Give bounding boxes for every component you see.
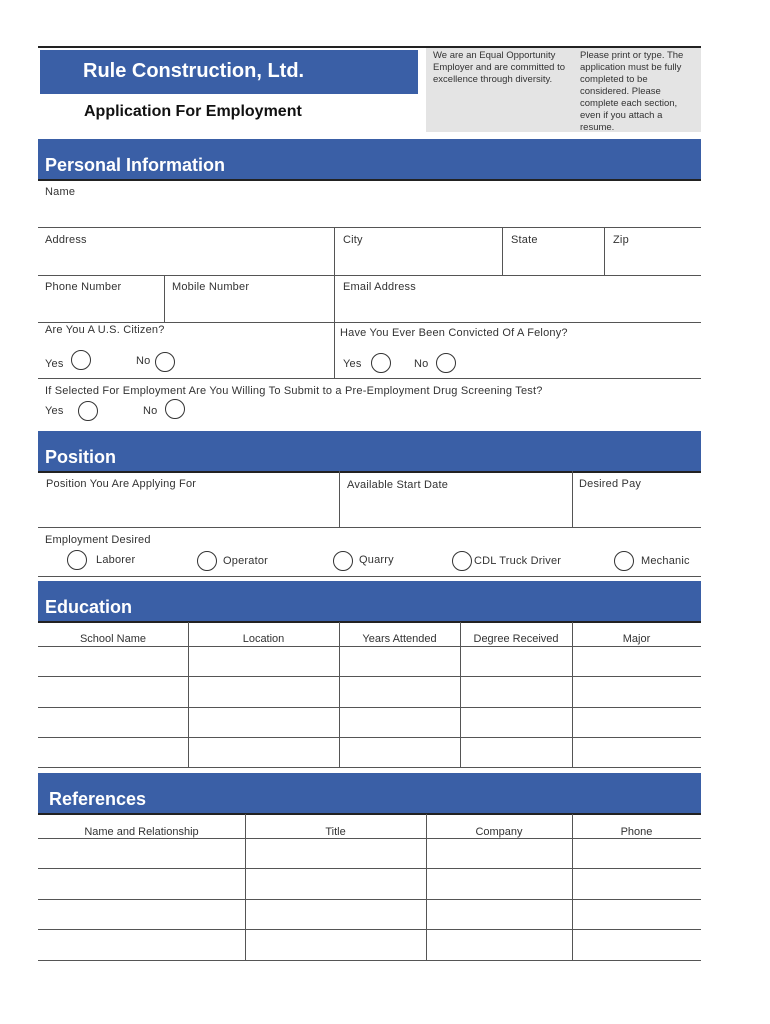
drug-test-question: If Selected For Employment Are You Willing To Submit to a Pre-Employment Drug Screening Test? bbox=[45, 385, 543, 397]
zip-label: Zip bbox=[613, 234, 629, 246]
rule bbox=[38, 322, 701, 323]
education-row[interactable] bbox=[38, 708, 701, 736]
drug-no-radio[interactable] bbox=[165, 399, 185, 419]
reference-row[interactable] bbox=[38, 900, 701, 928]
rule bbox=[38, 179, 701, 181]
city-field[interactable] bbox=[336, 248, 502, 274]
cdl-truck-driver-radio[interactable] bbox=[452, 551, 472, 571]
personal-section-header bbox=[38, 139, 701, 179]
drug-no-label: No bbox=[143, 405, 158, 417]
citizen-yes-label: Yes bbox=[45, 358, 64, 370]
laborer-label: Laborer bbox=[96, 554, 136, 566]
felony-question: Have You Ever Been Convicted Of A Felony? bbox=[340, 327, 568, 339]
position-section-title: Position bbox=[45, 447, 116, 467]
education-row[interactable] bbox=[38, 738, 701, 766]
citizen-question: Are You A U.S. Citizen? bbox=[45, 324, 165, 336]
form-title: Application For Employment bbox=[84, 103, 302, 120]
desired-pay-field[interactable] bbox=[574, 494, 701, 526]
rule bbox=[38, 378, 701, 379]
rule bbox=[38, 227, 701, 228]
education-section-title: Education bbox=[45, 597, 133, 617]
education-row[interactable] bbox=[38, 677, 701, 706]
drug-yes-label: Yes bbox=[45, 405, 64, 417]
divider bbox=[604, 227, 605, 275]
rule bbox=[38, 960, 701, 961]
zip-field[interactable] bbox=[606, 248, 701, 274]
citizen-yes-radio[interactable] bbox=[71, 350, 91, 370]
rule bbox=[38, 471, 701, 473]
rule bbox=[38, 576, 701, 577]
references-col-company: Company bbox=[475, 826, 523, 838]
rule bbox=[38, 527, 701, 528]
instructions-notice: Please print or type. The application must be fully completed to be considered. Please complete each section, even if you attach a resume. bbox=[580, 50, 684, 133]
address-label: Address bbox=[45, 234, 87, 246]
mechanic-label: Mechanic bbox=[641, 555, 690, 567]
citizen-no-radio[interactable] bbox=[155, 352, 175, 372]
operator-radio[interactable] bbox=[197, 551, 217, 571]
divider bbox=[502, 227, 503, 275]
reference-row[interactable] bbox=[38, 930, 701, 959]
felony-yes-label: Yes bbox=[343, 358, 362, 370]
felony-no-label: No bbox=[414, 358, 429, 370]
rule bbox=[38, 813, 701, 815]
references-section-title: References bbox=[49, 789, 147, 809]
quarry-label: Quarry bbox=[359, 554, 394, 566]
cdl-truck-driver-label: CDL Truck Driver bbox=[474, 555, 562, 567]
employment-desired-label: Employment Desired bbox=[45, 534, 151, 546]
laborer-radio[interactable] bbox=[67, 550, 87, 570]
divider bbox=[334, 275, 335, 322]
phone-field[interactable] bbox=[38, 295, 164, 321]
address-field[interactable] bbox=[38, 248, 334, 274]
education-col-degree: Degree Received bbox=[473, 633, 559, 645]
city-label: City bbox=[343, 234, 363, 246]
mobile-field[interactable] bbox=[166, 295, 334, 321]
operator-label: Operator bbox=[223, 555, 269, 567]
education-section-header bbox=[38, 581, 701, 621]
email-label: Email Address bbox=[343, 281, 416, 293]
eeo-notice: We are an Equal Opportunity Employer and are committed to excellence through diversity. bbox=[433, 50, 566, 85]
citizen-no-label: No bbox=[136, 355, 151, 367]
divider bbox=[572, 471, 573, 527]
company-name: Rule Construction, Ltd. bbox=[83, 60, 305, 82]
name-label: Name bbox=[45, 186, 76, 198]
education-col-major: Major bbox=[622, 633, 651, 645]
felony-yes-radio[interactable] bbox=[371, 353, 391, 373]
references-section-header bbox=[38, 773, 701, 813]
references-col-name: Name and Relationship bbox=[84, 826, 199, 838]
rule bbox=[38, 275, 701, 276]
divider bbox=[164, 275, 165, 322]
start-date-label: Available Start Date bbox=[347, 479, 449, 491]
references-col-phone: Phone bbox=[620, 826, 653, 838]
rule bbox=[38, 621, 701, 623]
education-col-location: Location bbox=[242, 633, 285, 645]
rule bbox=[38, 767, 701, 768]
references-col-title: Title bbox=[325, 826, 346, 838]
company-banner bbox=[40, 50, 418, 94]
reference-row[interactable] bbox=[38, 869, 701, 898]
state-label: State bbox=[511, 234, 538, 246]
position-section-header bbox=[38, 431, 701, 471]
divider bbox=[334, 227, 335, 275]
education-row[interactable] bbox=[38, 647, 701, 676]
state-field[interactable] bbox=[504, 248, 604, 274]
email-field[interactable] bbox=[336, 295, 701, 321]
drug-yes-radio[interactable] bbox=[78, 401, 98, 421]
education-col-school: School Name bbox=[79, 633, 147, 645]
position-applying-label: Position You Are Applying For bbox=[46, 478, 197, 490]
mechanic-radio[interactable] bbox=[614, 551, 634, 571]
divider bbox=[334, 322, 335, 378]
position-applying-field[interactable] bbox=[38, 494, 338, 526]
felony-no-radio[interactable] bbox=[436, 353, 456, 373]
desired-pay-label: Desired Pay bbox=[579, 478, 642, 490]
personal-section-title: Personal Information bbox=[45, 155, 226, 175]
name-field[interactable] bbox=[38, 200, 701, 226]
education-col-years: Years Attended bbox=[362, 633, 437, 645]
phone-label: Phone Number bbox=[45, 281, 122, 293]
quarry-radio[interactable] bbox=[333, 551, 353, 571]
reference-row[interactable] bbox=[38, 839, 701, 868]
mobile-label: Mobile Number bbox=[172, 281, 250, 293]
divider bbox=[339, 471, 340, 527]
start-date-field[interactable] bbox=[341, 494, 571, 526]
